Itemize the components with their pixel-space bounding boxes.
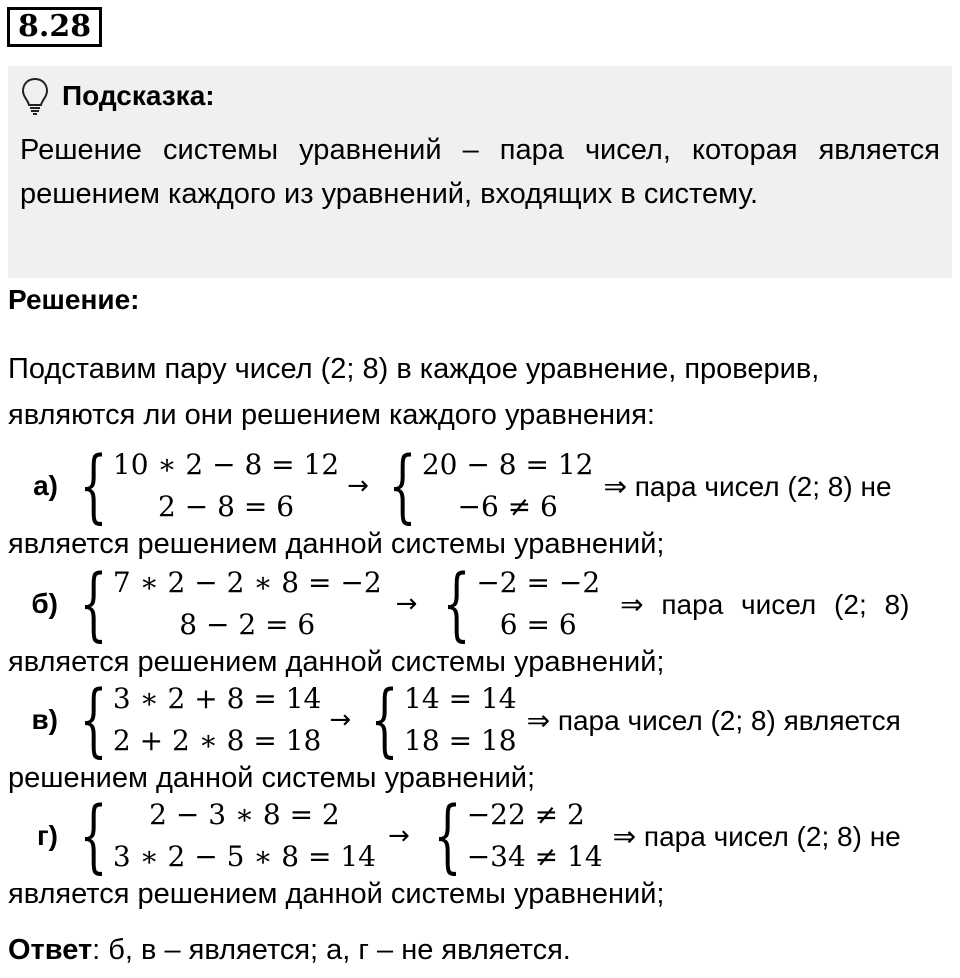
- equation: 18 = 18: [404, 724, 517, 757]
- brace-icon: {: [79, 557, 108, 650]
- brace-icon: {: [433, 789, 462, 882]
- brace-icon: {: [388, 439, 417, 532]
- answer: [8, 934, 571, 967]
- equation: −6 ≠ 6: [457, 490, 558, 523]
- brace-icon: {: [442, 557, 471, 650]
- equation: −22 ≠ 2: [466, 798, 585, 831]
- arrow: →: [387, 821, 410, 851]
- equation: 2 + 2 ∗ 8 = 18: [112, 724, 322, 757]
- brace-icon: {: [370, 673, 399, 766]
- solution-item-g: [8, 790, 952, 912]
- problem-number: 8.28: [7, 7, 102, 47]
- hint-text: Решение системы уравнений – пара чисел, которая является решением каждого из уравнений, входящих в систему.: [20, 134, 940, 210]
- lightbulb-icon: [20, 76, 50, 116]
- equation: 7 ∗ 2 − 2 ∗ 8 = −2: [112, 566, 382, 599]
- continuation: является решением данной системы уравнений;: [8, 646, 665, 678]
- item-label: б): [31, 588, 58, 619]
- item-label: г): [37, 820, 58, 851]
- brace-icon: {: [79, 439, 108, 532]
- item-label: в): [31, 704, 58, 735]
- right-system: [359, 673, 517, 766]
- answer-text: : б, в – является; а, г – не является.: [92, 934, 571, 966]
- answer-label: Ответ: [8, 934, 93, 966]
- left-system: [68, 557, 382, 650]
- equation: −2 = −2: [476, 566, 601, 599]
- equation: 6 = 6: [499, 608, 577, 641]
- left-system: [68, 439, 340, 532]
- brace-icon: {: [79, 673, 108, 766]
- hint-title: Подсказка:: [62, 80, 215, 111]
- right-system: [377, 439, 594, 532]
- brace-icon: {: [79, 789, 108, 882]
- equation: 10 ∗ 2 − 8 = 12: [112, 448, 340, 481]
- conclusion: ⇒ пара чисел (2; 8) не: [603, 470, 892, 502]
- arrow: →: [329, 705, 352, 735]
- left-system: [68, 789, 376, 882]
- arrow: →: [347, 471, 369, 501]
- right-system: [422, 789, 603, 882]
- equation: 14 = 14: [404, 682, 517, 715]
- equation: −34 ≠ 14: [466, 840, 603, 873]
- solution-heading: Решение:: [8, 284, 140, 315]
- intro-text: Подставим пару чисел (2; 8) в каждое уравнение, проверив, являются ли они решением каждого уравнения:: [8, 353, 820, 431]
- conclusion: ⇒ пара чисел (2; 8) является: [526, 704, 901, 736]
- hint-box: [8, 66, 952, 278]
- continuation: является решением данной системы уравнений;: [8, 878, 665, 910]
- solution-item-a: [8, 440, 952, 562]
- equation: 2 − 3 ∗ 8 = 2: [149, 798, 340, 831]
- equation: 3 ∗ 2 + 8 = 14: [112, 682, 322, 715]
- solution-item-v: [8, 674, 952, 796]
- conclusion: ⇒ пара чисел (2; 8) не: [612, 820, 901, 852]
- equation: 3 ∗ 2 − 5 ∗ 8 = 14: [112, 840, 376, 873]
- continuation: решением данной системы уравнений;: [8, 762, 536, 794]
- item-label: а): [33, 470, 58, 501]
- equation: 2 − 8 = 6: [158, 490, 295, 523]
- equation: 8 − 2 = 6: [179, 608, 316, 641]
- left-system: [68, 673, 322, 766]
- arrow: →: [395, 589, 418, 619]
- solution-item-b: [8, 558, 952, 680]
- continuation: является решением данной системы уравнений;: [8, 528, 665, 560]
- hint-title-row: [20, 76, 940, 116]
- conclusion: ⇒ пара чисел (2; 8): [620, 588, 910, 620]
- equation: 20 − 8 = 12: [421, 448, 594, 481]
- right-system: [431, 557, 601, 650]
